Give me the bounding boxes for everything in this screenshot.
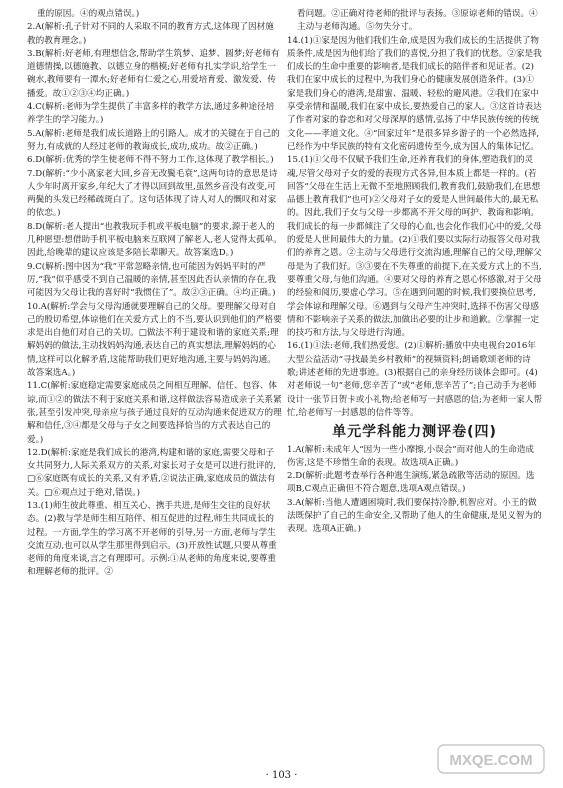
answer-paragraph: 5.A(解析:老师是我们成长道路上的引路人。成才的关键在于自己的努力,有成就的人经过老师的教诲成长,成功,成功。故②正确。) bbox=[27, 128, 280, 152]
answer-paragraph: 2.A(解析:孔子针对不同的人采取不同的教育方式,这体现了因材施教的教育理念。) bbox=[27, 22, 274, 46]
answer-paragraph: 12.D(解析:家庭是我们成长的港湾,构建和谐的家庭,需要父母和子女共同努力,人际关系双方的关系,对家长对子女是可以进行批评的,□⑥家庭既有成长的关系,又有矛盾,②说法正确,家庭成员的做法有关。□⑥观点过于绝对,错误。) bbox=[27, 447, 276, 498]
answer-paragraph: 2.D(解析:此题考查举行各种逃生演练,紧急疏散等活动的原因。选项B,C观点正确但不符合题意,选项A观点错误。) bbox=[287, 471, 535, 495]
right-column-top bbox=[287, 8, 542, 420]
right-column bbox=[287, 8, 542, 537]
answer-paragraph: 10.A(解析:学会与父母沟通就要理解自己的父母。要理解父母对自己的殷切希望,体谅他们在关爱方式上的不当,要认识到他们的严格要求是出自他们对自己的关切。□做法不利于建设和谐的家庭关系;理解妈妈的做法,主动找妈妈沟通,表达自己的真实想法,理解妈妈的心情,这样可以化解矛盾,这能帮助我们更好地沟通,主要与妈妈沟通。故答案选A。) bbox=[27, 301, 282, 379]
right-column-bottom bbox=[287, 444, 542, 537]
answer-paragraph: 13.(1)师生彼此尊重、相互关心、携手共进,是师生交往的良好状态。(2)教与学是师生相互陪伴、相互促进的过程,师生共同成长的过程。一方面,学生的学习离不开老师的引导,另一方面,老师与学生交流互动,也可以从学生那里得到启示。(3)开放性试题,只要从尊重老师的角度来谈,言之有理即可。示例:①从老师的角度来说,要尊重和理解老师的批评。② bbox=[27, 500, 277, 578]
answer-paragraph: 11.C(解析:家庭稳定需要家庭成员之间相互理解、信任、包容、体谅,而①②的做法不利于家庭关系和谐,这样做法容易造成亲子关系紧张,甚至引发冲突,母亲应与孩子通过良好的互动沟通来促进双方的理解和信任,③④都是父母与子女之间要选择恰当的方式表达自己的爱。) bbox=[27, 381, 282, 445]
answer-paragraph: 8.D(解析:老人提出“也教我玩手机或平板电脑”的要求,源于老人的几种愿望:想借助手机平板电脑来互联网了解老人,老人觉得太孤单。因此,给晚辈的建议应该是多陪长辈聊天。故答案选D。) bbox=[27, 221, 282, 259]
answer-paragraph: 4.C(解析:老师为学生提供了丰富多样的教学方法,通过多种途径培养学生的学习能力。) bbox=[27, 102, 275, 126]
section-title: 单元学科能力测评卷(四) bbox=[332, 424, 497, 441]
answer-paragraph: 1.A(解析:未成年人“因为一些小摩擦,小误会”而对他人的生命造成伤害,这是不珍惜生命的表现。故选项A正确。) bbox=[287, 444, 535, 468]
svg-text:MXQE.COM: MXQE.COM bbox=[449, 752, 533, 769]
answer-paragraph: 9.C(解析:图中因为“我”平常忽略亲情,也可能因为妈妈平时的严厉,“我”似乎感受不到自己温暖的亲情,甚至因此否认亲情的存在,我可能因为父母让我的喜好时“我惯住了”。故②③正确。④均正确。) bbox=[27, 261, 277, 299]
answer-paragraph: 3.A(解析:当他人遭遇困境时,我们要保持冷静,机智应对。小王的做法既保护了自己的生命安全,又帮助了他人的生命健康,是见义智为的表现。选项A正确。) bbox=[287, 497, 542, 535]
answer-paragraph: 3.B(解析:好老师,有理想信念,帮助学生筑梦、追梦、圆梦;好老师有道德情操,以德施教、以德立身的楷模;好老师有扎实学识,给学生一碗水,教师要有一潭水;好老师有仁爱之心,用爱培育爱、激发爱、传播爱。故①②③④均正确。) bbox=[27, 48, 280, 99]
answer-paragraph: 重的原因。④的观点错误。) bbox=[37, 9, 140, 19]
answer-paragraph: 看问题。②正确对待老师的批评与表扬。③原谅老师的错误。④主动与老师沟通。⑤勿失分寸。 bbox=[297, 9, 538, 33]
watermark-logo bbox=[437, 742, 545, 776]
answer-paragraph: 7.D(解析:“少小离家老大回,乡音无改鬓毛衰”,这两句诗的意思是诗人少年时离开家乡,年纪大了才得以回到故里,虽然乡音没有改变,可两鬓的头发已经稀疏斑白了。这句话体现了诗人对人的慨叹和对家的依恋。) bbox=[27, 168, 278, 219]
answer-paragraph: 16.(1)①法:老师,我们热爱您。(2)①解析:播放中央电视台2016年大型公益活动“寻找最美乡村教师”的视频资料;朗诵歌颂老师的诗歌;讲述老师的先进事迹。(3)根据自己的亲身经历谈体会即可。(4)对老师说一句“老师,您辛苦了”或“老师,您辛苦了”;自己动手为老师设计一张节日贺卡或小礼物;给老师写一封感恩的信;为老师一家人帮忙,给老师写一封感恩的信件等等。 bbox=[287, 341, 543, 418]
left-column bbox=[27, 8, 282, 580]
answer-paragraph: 15.(1)①父母不仅赋予我们生命,还养育我们的身体,塑造我们的灵魂,尽管父母对子女的爱的表现方式各异,但本质上都是一样的。(若回答“父母在生活上无微不至地照顾我们,教育我们,鼓励我们,在思想品德上教育我们”也可)②父母对子女的爱是人世间最伟大的,最无私的。因此,我们子女与父母一步都离不开父母的呵护、教诲和影响。我们成长的每一步都倾注了父母的心血,也会化作我们心中的爱,父母的爱是人世间最伟大的力量。(2)①我们要以实际行动报答父母对我们的养育之恩。②主动与父母进行交流沟通,理解自己的父母,理解父母是为了我们好。③③要在不失尊重的前提下,在关爱方式上的不当,要尊重父母,与他们沟通。④要对父母的养育之恩心怀感激,对于父母的经验和阅历,要虚心学习。⑤在遇到问题的时候,我们要换位思考,学会体谅和理解父母。⑥遇到与父母产生冲突时,选择不伤害父母感情和不影响亲子关系的做法,加做出必要的让步和道歉。⑦掌握一定的技巧和方法,与父母进行沟通。 bbox=[287, 155, 542, 339]
answer-paragraph: 14.(1)①家是因为他们我们生命,成是因为我们成长的生活提供了物质条件,成是因为他们给了我们的喜悦,分担了我们的忧愁。②家是我们成长的生命中重要的影响者,是我们成长的陪伴者和见证者。(2)我们在家中成长的过程中,为我们身心的健康发展创造条件。(3)①家是我们身心的港湾,是甜蜜、温暖、轻松的避风港。②我们在家中享受亲情和温暖,我们在家中成长,要热爱自己的家人。③这首诗表达了作者对家的眷恋和对父母深厚的感情,弘扬了中华民族传统的传统文化——孝道文化。④“回家过年”是很多异乡游子的一个必然选择,已经作为中华民族的特有文化密码遗传至今,成为国人的集体记忆。 bbox=[287, 35, 542, 152]
page-number: · 103 · bbox=[265, 770, 298, 781]
answer-paragraph: 6.D(解析:优秀的学生使老师不得不努力工作,这体现了教学相长。) bbox=[27, 155, 274, 166]
